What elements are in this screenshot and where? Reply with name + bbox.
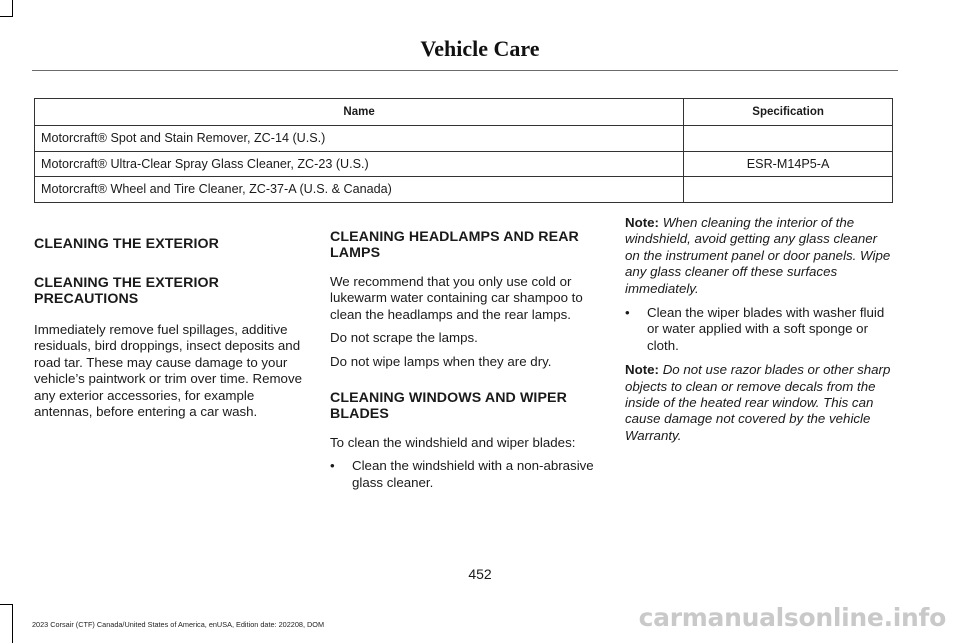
bullet-glyph: • (625, 305, 630, 321)
section-heading-cleaning-exterior: CLEANING THE EXTERIOR (34, 236, 219, 252)
crop-mark-top-left-v (12, 0, 13, 16)
list-item (625, 305, 895, 354)
crop-mark-top-left-h (0, 16, 13, 17)
section-heading-headlamps: CLEANING HEADLAMPS AND REAR LAMPS (330, 229, 579, 261)
table-cell-spec: ESR-M14P5-A (684, 151, 893, 177)
bullet-list-windshield (330, 458, 600, 491)
note-windshield-interior (625, 215, 895, 297)
list-item-text: Clean the wiper blades with washer fluid or water applied with a soft sponge or cloth. (647, 305, 885, 353)
note-text: When cleaning the interior of the windshield, avoid getting any glass cleaner on the instrument panel or door panels. Wipe any glass cleaner off these surfaces immediately. (625, 215, 891, 296)
note-label: Note: (625, 215, 659, 230)
table-cell-name: Motorcraft® Ultra-Clear Spray Glass Cleaner, ZC-23 (U.S.) (35, 151, 684, 177)
page-header-title: Vehicle Care (420, 36, 540, 61)
spec-table (34, 98, 893, 203)
column-middle (330, 228, 600, 491)
table-header-row (35, 99, 893, 126)
header-divider (32, 70, 898, 71)
note-text: Do not use razor blades or other sharp objects to clean or remove decals from the inside of the heated rear window. This can cause damage not covered by the vehicle Warranty. (625, 362, 891, 443)
column-left (34, 228, 304, 420)
section-heading-exterior-precautions: CLEANING THE EXTERIOR PRECAUTIONS (34, 275, 219, 307)
table-row (35, 151, 893, 177)
section-heading-windows-wipers: CLEANING WINDOWS AND WIPER BLADES (330, 390, 567, 423)
column-right (625, 215, 895, 444)
paragraph-no-wipe-dry: Do not wipe lamps when they are dry. (330, 353, 552, 369)
bullet-glyph: • (330, 458, 335, 474)
note-label: Note: (625, 362, 659, 378)
page-number: 452 (468, 566, 492, 582)
list-item-text: Clean the windshield with a non-abrasive glass cleaner. (352, 458, 594, 490)
paragraph-no-scrape: Do not scrape the lamps. (330, 330, 478, 346)
table-cell-name: Motorcraft® Wheel and Tire Cleaner, ZC-37-A (U.S. & Canada) (35, 177, 684, 203)
list-item (330, 458, 600, 491)
footer-edition-info: 2023 Corsair (CTF) Canada/United States of America, enUSA, Edition date: 202208, DOM (32, 620, 325, 629)
column-header-specification: Specification (684, 99, 893, 126)
table-cell-name: Motorcraft® Spot and Stain Remover, ZC-14 (U.S.) (35, 126, 684, 152)
watermark-logo: carmanualsonline.info (638, 603, 946, 632)
paragraph-precautions: Immediately remove fuel spillages, additive residuals, bird droppings, insect deposits and road tar. These may cause damage to your vehicle’s paintwork or trim over time. Remove any exterior accessories, for example antennas, before entering a car wash. (34, 322, 302, 420)
paragraph-headlamps: We recommend that you only use cold or lukewarm water containing car shampoo to clean the headlamps and the rear lamps. (330, 274, 583, 322)
table-row (35, 177, 893, 203)
table-cell-spec (684, 177, 893, 203)
note-razor-blades (625, 362, 895, 444)
table-cell-spec (684, 126, 893, 152)
bullet-list-wiper-blades (625, 305, 895, 354)
table-row (35, 126, 893, 152)
crop-mark-bottom-left-h (0, 604, 13, 605)
column-header-name: Name (35, 99, 684, 126)
crop-mark-bottom-left-v (12, 604, 13, 643)
paragraph-windshield-intro: To clean the windshield and wiper blades: (330, 435, 576, 451)
